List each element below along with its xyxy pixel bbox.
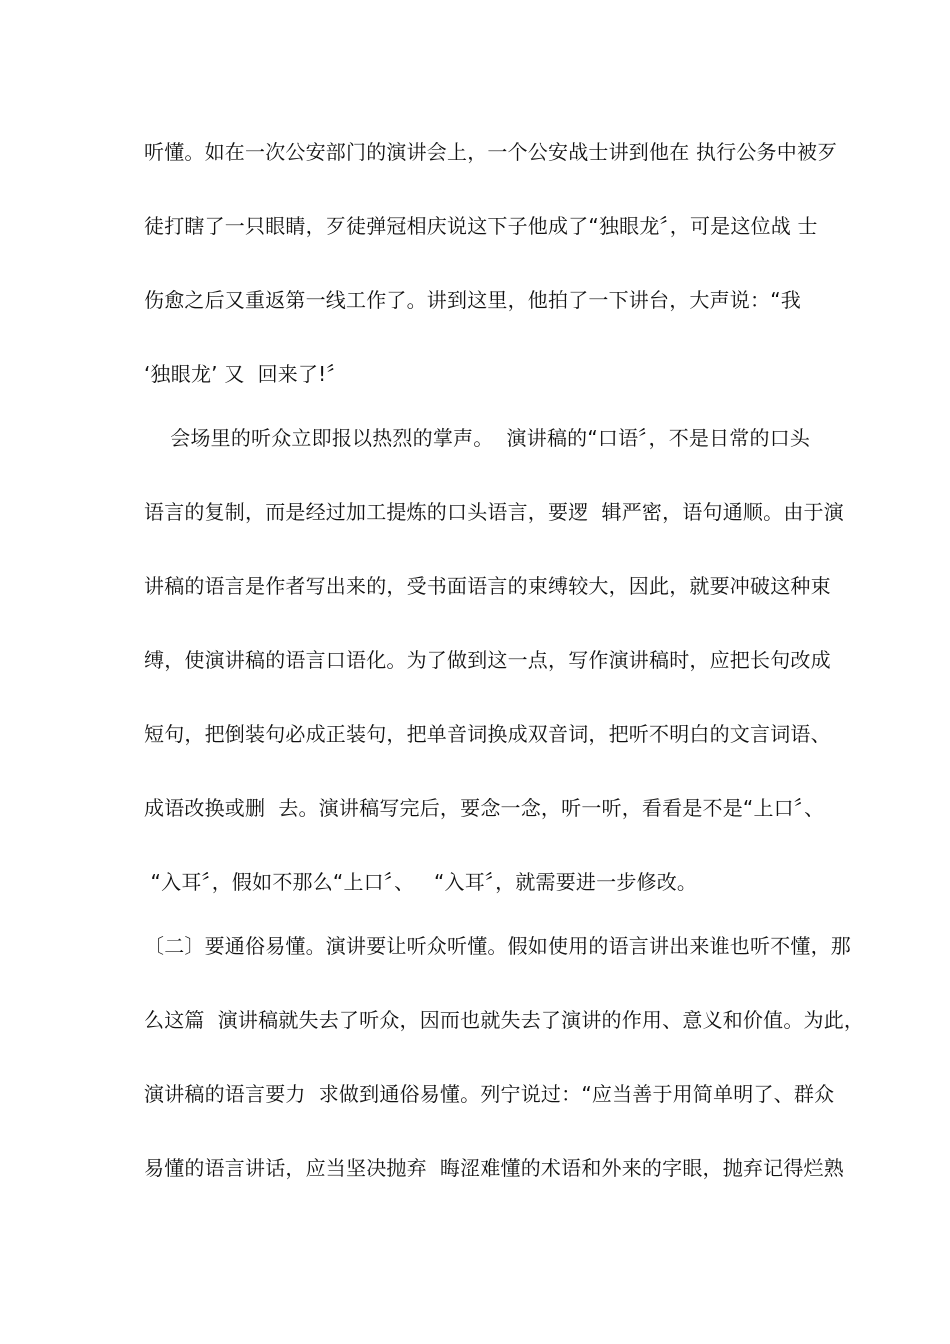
text-line: 会场里的听众立即报以热烈的掌声。 演讲稿的“口语〞，不是日常的口头 — [144, 426, 811, 450]
text-line: 伤愈之后又重返第一线工作了。讲到这里，他拍了一下讲台，大声说：“我 — [144, 288, 801, 312]
text-line: “入耳〞，假如不那么“上口〞、 “入耳〞，就需要进一步修改。 — [144, 870, 698, 894]
text-line: 成语改换或删 去。演讲稿写完后，要念一念，听一听，看看是不是“上口〞、 — [144, 796, 825, 820]
text-line: 演讲稿的语言要力 求做到通俗易懂。列宁说过：“应当善于用简单明了、群众 — [144, 1082, 835, 1106]
text-line: 缚，使演讲稿的语言口语化。为了做到这一点，写作演讲稿时，应把长句改成 — [144, 648, 831, 672]
text-line: 么这篇 演讲稿就失去了听众，因而也就失去了演讲的作用、意义和价值。为此， — [144, 1008, 865, 1032]
text-line: 讲稿的语言是作者写出来的，受书面语言的束缚较大，因此，就要冲破这种束 — [144, 574, 831, 598]
text-line: 听懂。如在一次公安部门的演讲会上，一个公安战士讲到他在 执行公务中被歹 — [144, 140, 838, 164]
text-line: 短句，把倒装句必成正装句，把单音词换成双音词，把听不明白的文言词语、 — [144, 722, 831, 746]
text-line: 〔二〕要通俗易懂。演讲要让听众听懂。假如使用的语言讲出来谁也听不懂，那 — [144, 934, 851, 958]
text-line: 语言的复制，而是经过加工提炼的口头语言，要逻 辑严密，语句通顺。由于演 — [144, 500, 844, 524]
text-line: ‘独眼龙’ 又 回来了!〞 — [144, 362, 347, 386]
text-line: 易懂的语言讲话，应当坚决抛弃 晦涩难懂的术语和外来的字眼，抛弃记得烂熟 — [144, 1156, 844, 1180]
text-line: 徒打瞎了一只眼睛，歹徒弹冠相庆说这下子他成了“独眼龙〞，可是这位战 士 — [144, 214, 818, 238]
